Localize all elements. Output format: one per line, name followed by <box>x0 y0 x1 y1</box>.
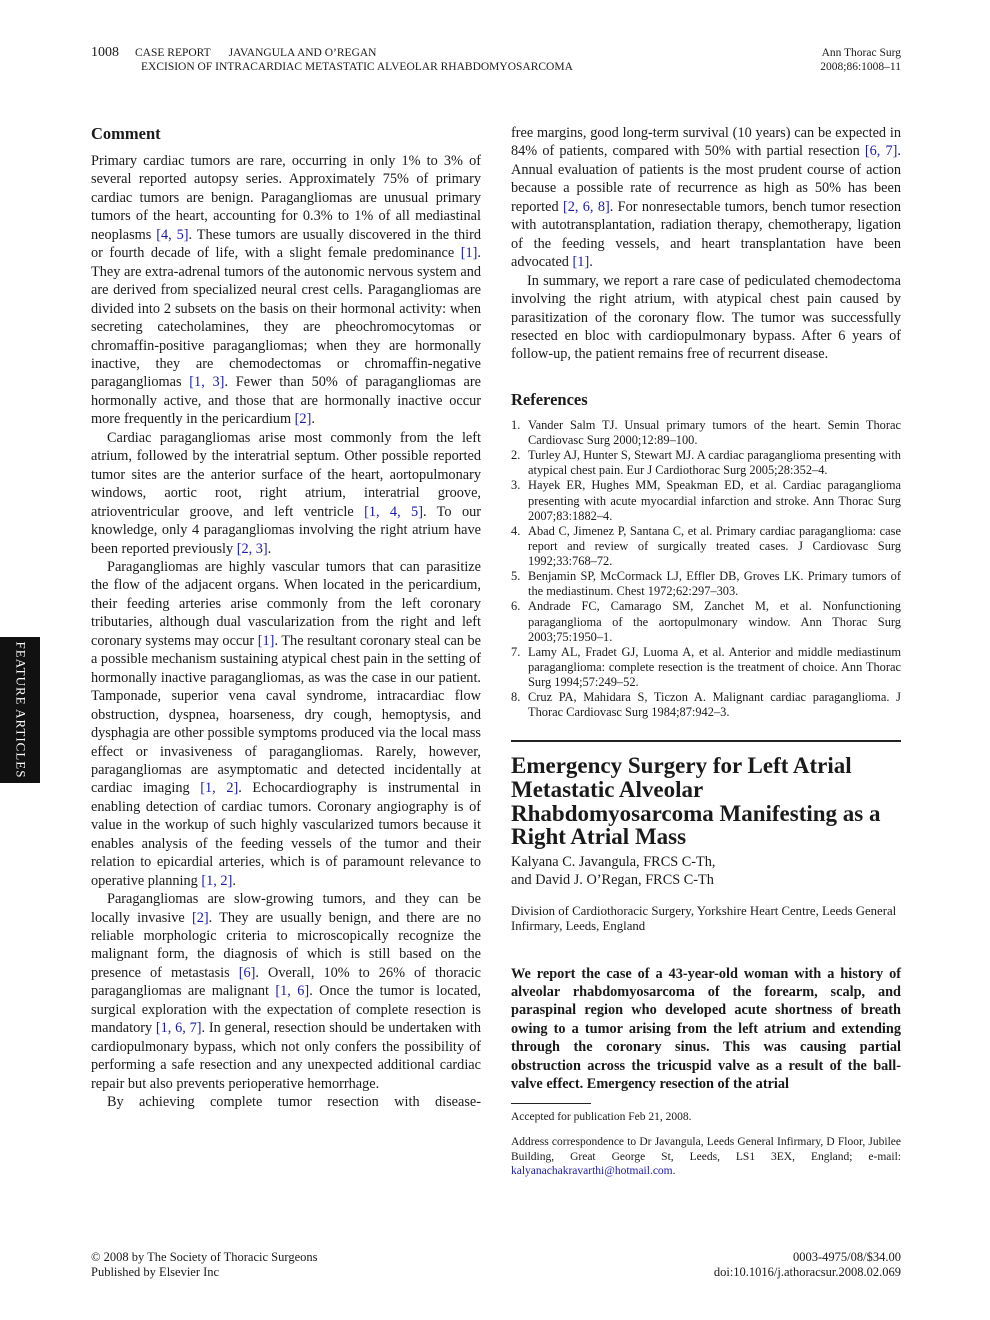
article-authors <box>511 853 901 890</box>
reference-number: 5. <box>511 569 521 584</box>
comment-paragraph-2 <box>91 429 481 558</box>
reference-item <box>511 448 901 478</box>
reference-item <box>511 478 901 523</box>
citation-link[interactable]: [4, 5] <box>156 226 189 243</box>
citation-link[interactable]: [6] <box>238 964 256 981</box>
reference-text: Abad C, Jimenez P, Santana C, et al. Primary cardiac paraganglioma: case report and review of surgically treated cases. J Cardiovasc Surg 1992;33:768–72. <box>528 523 901 569</box>
feature-articles-tab <box>0 637 40 783</box>
text: . Overall, 10% to 26% of thoracic paragangliomas are malignant <box>91 964 481 1000</box>
copyright: © 2008 by The Society of Thoracic Surgeons <box>91 1250 318 1264</box>
citation-link[interactable]: [2] <box>191 909 209 926</box>
comment-paragraph-3 <box>91 558 481 890</box>
text: . Fewer than 50% of paragangliomas are hormonally active, and those that are hormonally inactive occur more frequently in the pericardium <box>91 374 481 428</box>
reference-list <box>511 418 901 721</box>
section-label: CASE REPORT <box>135 47 211 59</box>
text: . Annual evaluation of patients is the most prudent course of action because a possible rate of recurrence as high as 50% has been reported <box>511 143 901 215</box>
reference-text: Cruz PA, Mahidara S, Ticzon A. Malignant cardiac paraganglioma. J Thorac Cardiovasc Surg 1984;87:942–3. <box>528 690 901 720</box>
text: Address correspondence to Dr Javangula, Leeds General Infirmary, D Floor, Jubilee Building, Great George St, Leeds, LS1 3EX, England; e-mail: <box>511 1136 901 1163</box>
text: Paragangliomas are slow-growing tumors, and they can be locally invasive <box>91 891 481 926</box>
doi: doi:10.1016/j.athoracsur.2008.02.069 <box>713 1265 901 1279</box>
text: Paragangliomas are highly vascular tumors that can parasitize the flow of the adjacent organs. When located in the pericardium, their feeding arteries arise commonly from the left coronary tributaries, although dual vascularization from the right and left coronary systems may occur <box>91 558 481 649</box>
reference-text: Andrade FC, Camarago SM, Zanchet M, et al. Nonfunctioning paraganglioma of the aortopulmonary window. Ann Thorac Surg 2003;75:1950–1. <box>528 599 901 644</box>
article-title: Emergency Surgery for Left Atrial Metastatic Alveolar Rhabdomyosarcoma Manifesting as a Right Atrial Mass <box>511 753 881 850</box>
text: . <box>267 540 272 557</box>
text: . For nonresectable tumors, bench tumor resection with autotransplantation, radiation therapy, chemotherapy, ligation of the feeding vessels, and heart transplantation have been advocated <box>511 198 901 271</box>
reference-text: Benjamin SP, McCormack LJ, Effler DB, Groves LK. Primary tumors of the mediastinum. Chest 1972;62:297–303. <box>528 569 901 599</box>
article-divider <box>511 740 901 742</box>
journal-name: Ann Thorac Surg <box>821 47 901 59</box>
issn-price: 0003-4975/08/$34.00 <box>793 1250 901 1264</box>
text: . To our knowledge, only 4 paragangliomas involving the right atrium have been reported previously <box>91 503 482 557</box>
comment-paragraph-5 <box>91 1093 481 1111</box>
correspondence-note <box>511 1135 901 1179</box>
right-column-content <box>511 124 901 1189</box>
journal-citation: 2008;86:1008–11 <box>820 61 901 73</box>
abstract: We report the case of a 43-year-old woman with a history of alveolar rhabdomyosarcoma of the forearm, scalp, and paraspinal region who developed acute shortness of breath owing to a tumor arising from the left atrium and extending through the coronary sinus. This was causing partial obstruction across the tricuspid valve as a result of the ball-valve effect. Emergency resection of the atrial <box>511 965 901 1093</box>
text: . They are usually benign, and there are no reliable morphologic criteria to microscopically recognize the malignant form, the diagnosis of which is still based on the presence of metastasis <box>91 909 481 981</box>
citation-link[interactable]: [6, 7] <box>864 143 898 160</box>
references-heading: References <box>511 389 588 409</box>
text: . These tumors are usually discovered in the third or fourth decade of life, with a slight female predominance <box>91 226 482 262</box>
reference-number: 1. <box>511 417 521 432</box>
reference-number: 2. <box>511 448 521 463</box>
citation-link[interactable]: [1, 2] <box>201 872 233 889</box>
reference-number: 8. <box>511 690 521 705</box>
citation-link[interactable]: [2] <box>294 411 312 428</box>
comment-paragraph-6: In summary, we report a rare case of pediculated chemodectoma involving the right atrium, with atypical chest pain caused by parasitization of the coronary flow. The tumor was successfully resected en bloc with cardiopulmonary bypass. After 6 years of follow-up, the patient remains free of recurrent disease. <box>511 272 901 363</box>
text: . <box>589 254 593 271</box>
author-line-1: Kalyana C. Javangula, FRCS C-Th, <box>511 853 716 870</box>
text: . They are extra-adrenal tumors of the autonomic nervous system and are derived from specialized neural crest cells. Paragangliomas are divided into 2 subsets on the basis on their hormonal activity: when secreting catecholamines, they are pheochromocytomas or chromaffin-positive paragangliomas; when they are hormonally inactive, they are chemodectomas or chromaffin-negative paragangliomas <box>91 245 481 391</box>
running-title: EXCISION OF INTRACARDIAC METASTATIC ALVEOLAR RHABDOMYOSARCOMA <box>141 61 573 73</box>
reference-text: Turley AJ, Hunter S, Stewart MJ. A cardiac paraganglioma presenting with atypical chest pain. Eur J Cardiothorac Surg 2005;28:352–4. <box>528 448 901 478</box>
left-column <box>91 124 481 1111</box>
reference-item <box>511 690 901 720</box>
text: free margins, good long-term survival (10 years) can be expected in 84% of patients, compared with 50% with partial resection <box>511 125 901 160</box>
text: . <box>311 411 315 428</box>
text: . The resultant coronary steal can be a possible mechanism sustaining atypical chest pain in the setting of hormonally inactive paragangliomas, as was the case in our patient. Tamponade, superior vena caval syndrome, intracardiac flow obstruction, dyspnea, hoarseness, dry cough, hemoptysis, and dysphagia are other possible symptoms produced via the local mass effect or invasiveness of paragangliomas. Rarely, however, paragangliomas are asymptomatic and detected incidentally at cardiac imaging <box>91 632 482 797</box>
text: . Echocardiography is instrumental in enabling detection of cardiac tumors. Coronary angiography is of value in the workup of such highly vascularized tumors because it enables analysis of the feeding vessels of the tumor and their relation to epicardial arteries, which is of paramount relevance to operative planning <box>91 780 482 889</box>
text: . Once the tumor is located, surgical exploration with the expectation of complete resection is mandatory <box>91 983 481 1037</box>
comment-paragraph-4 <box>91 890 481 1093</box>
citation-link[interactable]: [1, 3] <box>189 374 225 391</box>
comment-paragraph-1 <box>91 152 481 429</box>
reference-item <box>511 569 901 599</box>
comment-heading: Comment <box>91 124 161 143</box>
citation-link[interactable]: [1, 6] <box>275 983 310 1000</box>
page-number: 1008 <box>91 45 119 60</box>
reference-item <box>511 418 901 448</box>
citation-link[interactable]: [1, 4, 5] <box>364 503 423 520</box>
citation-link[interactable]: [1] <box>460 245 478 262</box>
text: . In general, resection should be undertaken with cardiopulmonary bypass, which not only confers the possibility of performing a safe resection and any unexpected additional cardiac repair but also prevents perioperative hemorrhage. <box>91 1020 481 1092</box>
text: Primary cardiac tumors are rare, occurring in only 1% to 3% of several reported autopsy series. Approximately 75% of primary cardiac tumors are benign. Paragangliomas are unusual primary tumors of the heart, accounting for 0.3% to 1% of all mediastinal neoplasms <box>91 153 481 243</box>
reference-text: Vander Salm TJ. Unsual primary tumors of the heart. Semin Thorac Cardiovasc Surg 2000;12:89–100. <box>528 417 901 447</box>
comment-paragraph-5-tail <box>511 124 901 272</box>
reference-item <box>511 599 901 644</box>
citation-link[interactable]: [2, 6, 8] <box>562 198 610 215</box>
reference-number: 3. <box>511 478 521 493</box>
accepted-note: Accepted for publication Feb 21, 2008. <box>511 1111 692 1124</box>
reference-text: Hayek ER, Hughes MM, Speakman ED, et al. Cardiac paraganglioma presenting with acute myocardial infarction and stroke. Ann Thorac Surg 2007;83:1882–4. <box>528 478 901 523</box>
reference-text: Lamy AL, Fradet GJ, Luoma A, et al. Anterior and middle mediastinum paraganglioma: complete resection is the treatment of choice. Ann Thorac Surg 1994;57:249–52. <box>528 644 901 690</box>
reference-number: 4. <box>511 523 521 538</box>
author-line-2: and David J. O’Regan, FRCS C-Th <box>511 872 714 889</box>
text: By achieving complete tumor resection with disease- <box>107 1094 481 1111</box>
reference-number: 6. <box>511 599 521 614</box>
reference-item <box>511 645 901 690</box>
header-authors: JAVANGULA AND O’REGAN <box>228 47 377 59</box>
reference-item <box>511 524 901 569</box>
footnote-rule <box>511 1103 591 1104</box>
citation-link[interactable]: [1, 2] <box>200 780 239 797</box>
running-header <box>91 46 573 74</box>
reference-number: 7. <box>511 644 521 659</box>
text: Cardiac paragangliomas arise most commonly from the left atrium, followed by the interatrial septum. Other possible reported tumor sites are the anterior surface of the heart, aortopulmonary windows, aortic root, right atrium, interatrial groove, atrioventricular groove, and left ventricle <box>91 429 481 520</box>
citation-link[interactable]: [1] <box>257 632 275 649</box>
affiliation: Division of Cardiothoracic Surgery, Yorkshire Heart Centre, Leeds General Infirmary, Leeds, England <box>511 903 897 934</box>
comment-paragraph-5-continued <box>511 0 901 124</box>
citation-link[interactable]: [1, 6, 7] <box>155 1020 202 1037</box>
citation-link[interactable]: [1] <box>572 254 590 271</box>
text: . <box>232 872 236 889</box>
feature-articles-label: FEATURE ARTICLES <box>13 641 28 779</box>
publisher: Published by Elsevier Inc <box>91 1265 220 1279</box>
email-link[interactable]: kalyanachakravarthi@hotmail.com <box>511 1165 673 1178</box>
page-footer-right <box>714 1250 901 1280</box>
page-footer-left <box>91 1250 317 1280</box>
citation-link[interactable]: [2, 3] <box>236 540 268 557</box>
text: . <box>672 1165 676 1178</box>
